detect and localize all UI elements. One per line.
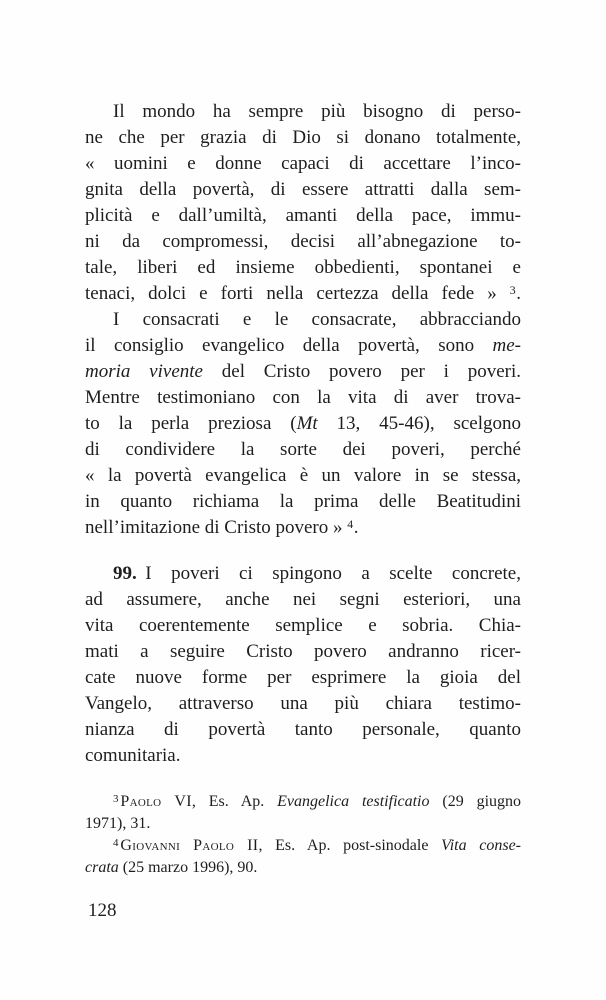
work-title: Vita conse- xyxy=(441,837,522,854)
text-run: 13, 45-46), scelgono xyxy=(317,413,521,434)
text-run: . xyxy=(353,517,359,538)
footnote-3 xyxy=(85,791,521,835)
text-line: I consacrati e le consacrate, abbracciando xyxy=(113,309,521,330)
text-run: del Cristo povero per i poveri. xyxy=(202,361,521,382)
footnote-ref-3: 3 xyxy=(509,283,516,297)
footnote-line xyxy=(85,857,521,879)
text-run: tenaci, dolci e forti nella certezza della fede » xyxy=(85,283,510,304)
footnote-line: 1971), 31. xyxy=(85,815,151,832)
footnote-ref-4: 4 xyxy=(347,517,354,531)
text-line: vita coerentemente semplice e sobria. Chia- xyxy=(85,615,521,636)
text-line xyxy=(85,281,521,307)
text-line: cate nuove forme per esprimere la gioia del xyxy=(85,667,521,688)
text-line: comunitaria. xyxy=(85,745,181,766)
work-title: crata xyxy=(85,859,119,876)
page-number: 128 xyxy=(88,900,117,921)
work-title: Evangelica testificatio xyxy=(277,793,430,810)
text-line: plicità e dall’umiltà, amanti della pace, immu- xyxy=(85,205,521,226)
text-run: (25 marzo 1996), 90. xyxy=(118,859,258,876)
text-line xyxy=(85,333,521,359)
footnote-marker-4: 4 xyxy=(113,836,119,849)
author-name: Giovanni Paolo II xyxy=(120,837,259,854)
text-run: (29 giugno xyxy=(429,793,522,810)
text-line xyxy=(85,359,521,385)
text-line: ad assumere, anche nei segni esteriori, una xyxy=(85,589,521,610)
text-run: . xyxy=(516,283,521,304)
text-line: mati a seguire Cristo povero andranno ricer- xyxy=(85,641,521,662)
section-number: 99. xyxy=(113,563,137,584)
author-name: Paolo VI xyxy=(120,793,192,810)
text-line: « la povertà evangelica è un valore in se stessa, xyxy=(85,465,521,486)
text-line: ni da compromessi, decisi all’abnegazione to- xyxy=(85,231,521,252)
text-run: to la perla preziosa ( xyxy=(85,413,297,434)
text-line xyxy=(85,515,521,541)
text-line: Mentre testimoniano con la vita di aver trova- xyxy=(85,387,521,408)
italic-run: moria vivente xyxy=(85,361,203,382)
footnote-4 xyxy=(85,835,521,879)
text-line: nianza di povertà tanto personale, quanto xyxy=(85,719,521,740)
text-line: tale, liberi ed insieme obbedienti, spontanei e xyxy=(85,257,521,278)
text-line: ne che per grazia di Dio si donano totalmente, xyxy=(85,127,521,148)
text-run: I poveri ci spingono a scelte concrete, xyxy=(145,563,521,584)
footnote-line xyxy=(85,791,521,813)
text-run: nell’imitazione di Cristo povero » xyxy=(85,517,348,538)
footnote-spacer xyxy=(85,769,521,791)
text-line: « uomini e donne capaci di accettare l’inco- xyxy=(85,153,521,174)
text-line: Il mondo ha sempre più bisogno di perso- xyxy=(113,101,521,122)
text-run: il consiglio evangelico della povertà, sono xyxy=(85,335,493,356)
text-line xyxy=(85,411,521,437)
text-run: , Es. Ap. post-sinodale xyxy=(258,837,442,854)
italic-run: Mt xyxy=(296,413,318,434)
text-line: Vangelo, attraverso una più chiara testimo- xyxy=(85,693,521,714)
paragraph-99 xyxy=(85,561,521,769)
footnote-marker-3: 3 xyxy=(113,792,119,805)
italic-run: me- xyxy=(492,335,521,356)
text-line: di condividere la sorte dei poveri, perché xyxy=(85,439,521,460)
paragraph-2 xyxy=(85,307,521,541)
text-line xyxy=(85,561,521,587)
text-line: in quanto richiama la prima delle Beatitudini xyxy=(85,491,521,512)
text-run: , Es. Ap. xyxy=(191,793,278,810)
paragraph-1 xyxy=(85,99,521,307)
text-block xyxy=(85,99,521,879)
footnote-line xyxy=(85,835,521,857)
paragraph-spacer xyxy=(85,541,521,561)
text-line: gnita della povertà, di essere attratti dalla sem- xyxy=(85,179,521,200)
